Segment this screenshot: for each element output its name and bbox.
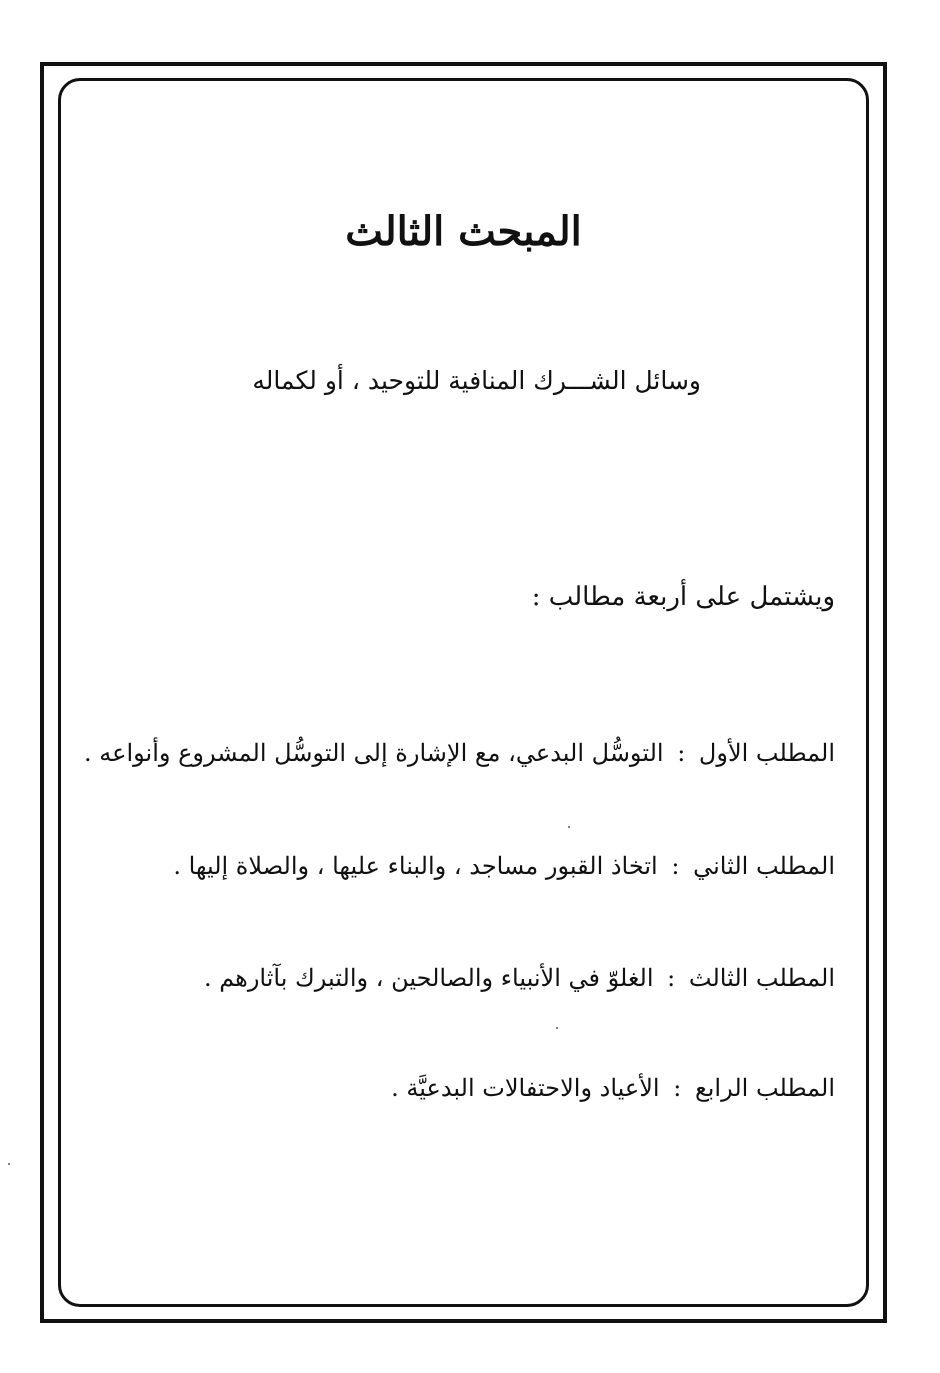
subsection-text: اتخاذ القبور مساجد ، والبناء عليها ، والصلاة إليها . bbox=[173, 852, 658, 880]
intro-line: ويشتمل على أربعة مطالب : bbox=[531, 582, 835, 612]
subsection-separator: : bbox=[677, 739, 686, 767]
subsection-item-3 bbox=[78, 963, 835, 994]
subsection-separator: : bbox=[673, 1074, 682, 1102]
subsection-label: المطلب الثاني bbox=[693, 852, 835, 880]
subsection-label: المطلب الرابع bbox=[694, 1074, 835, 1102]
subsection-text: التوسُّل البدعي، مع الإشارة إلى التوسُّل المشروع وأنواعه . bbox=[84, 739, 664, 767]
page-content bbox=[58, 78, 869, 1307]
subsection-label: المطلب الأول bbox=[698, 739, 835, 767]
scan-speck bbox=[556, 1027, 558, 1029]
subsection-text: الأعياد والاحتفالات البدعيَّة . bbox=[391, 1074, 660, 1102]
section-title: المبحث الثالث bbox=[345, 208, 582, 255]
subsection-separator: : bbox=[671, 852, 680, 880]
subsection-label: المطلب الثالث bbox=[688, 964, 835, 992]
subsection-separator: : bbox=[667, 964, 676, 992]
subsection-item-2 bbox=[78, 851, 835, 882]
subsection-text: الغلوّ في الأنبياء والصالحين ، والتبرك بآثارهم . bbox=[203, 964, 654, 992]
subsection-item-4 bbox=[78, 1073, 835, 1104]
subsection-item-1 bbox=[78, 738, 835, 769]
section-subtitle: وسائل الشـــرك المنافية للتوحيد ، أو لكماله bbox=[252, 366, 701, 395]
scan-speck bbox=[8, 1163, 10, 1165]
scan-speck bbox=[568, 826, 570, 828]
